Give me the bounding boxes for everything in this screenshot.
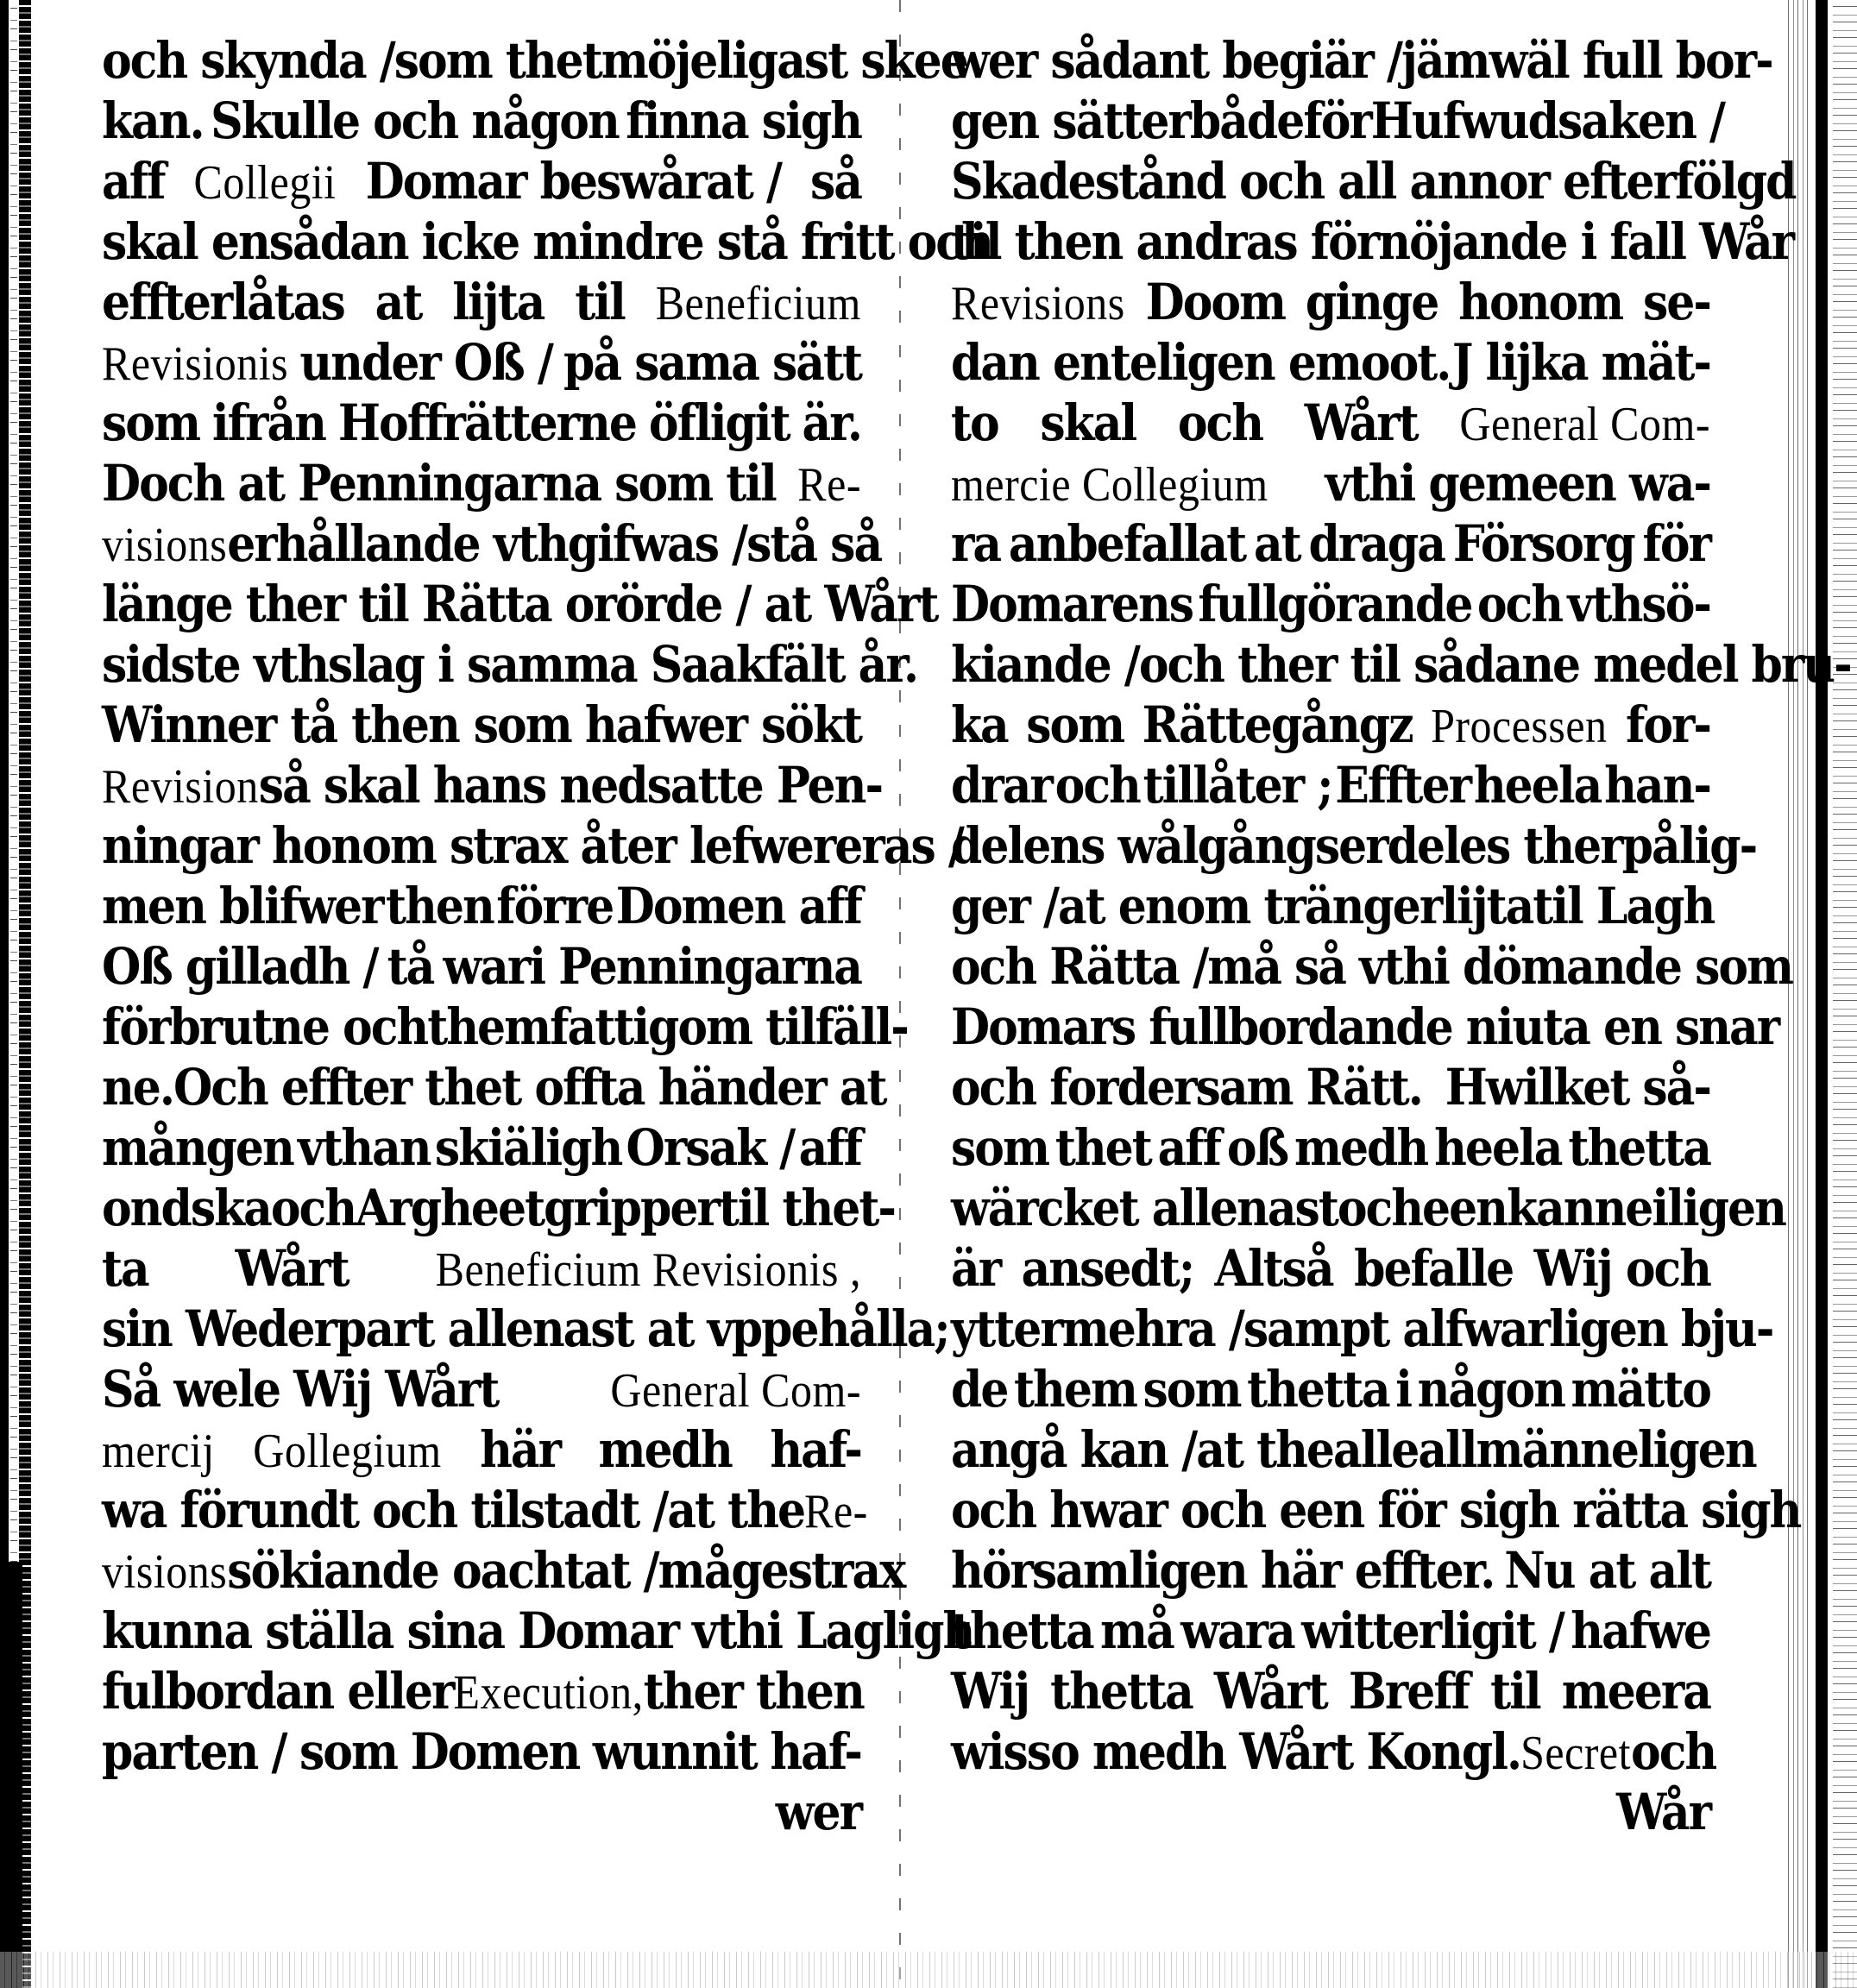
blackletter-text-segment: och [1476,575,1563,634]
blackletter-text-segment: them [1014,1360,1136,1419]
text-line [951,1541,1710,1601]
blackletter-text-segment: som [951,1118,1048,1178]
blackletter-text-segment: ka [951,695,1008,755]
blackletter-text-segment: aff [102,152,165,211]
blackletter-text-segment: witterligit / [1301,1601,1564,1661]
blackletter-text-segment: Domen [410,1722,580,1782]
catchword-text: Wår [1616,1783,1710,1842]
blackletter-text-segment: at [1253,514,1300,574]
text-line [102,333,861,393]
blackletter-text-segment: parten / [102,1722,286,1782]
text-line [951,1299,1773,1360]
blackletter-text-segment: aff [798,1118,861,1178]
blackletter-text-segment: fullgörande [1198,575,1472,634]
blackletter-text-segment: at the [1196,1420,1334,1480]
blackletter-text-segment: yttermehra / [951,1299,1243,1359]
blackletter-text-segment: serdeles ther [1314,816,1622,876]
blackletter-text-segment: fält år. [765,635,918,695]
text-line [951,756,1710,816]
blackletter-text-segment: sin Wederpart allenast at vppehålla; [102,1299,949,1359]
blackletter-text-segment: som [1026,695,1124,755]
blackletter-text-segment: så [810,152,861,211]
latin-text-segment: General Com- [610,1362,861,1418]
latin-text-segment: Execution, [453,1664,644,1720]
blackletter-text-segment: på sama sätt [563,333,861,393]
blackletter-text-segment: Hwilket så- [1445,1058,1710,1117]
text-line [102,1481,868,1541]
blackletter-text-segment: Argheet [356,1179,545,1238]
left-cover-shadow [0,1562,22,1988]
blackletter-text-segment: men blifwer [102,877,383,936]
blackletter-text-segment: skal [1040,393,1136,453]
blackletter-text-segment: at the [667,1481,805,1540]
blackletter-text-segment: vthi gemeen wa- [1325,454,1710,513]
text-line [102,1179,895,1239]
blackletter-text-segment: wisso medh Wårt Kongl. [951,1722,1521,1782]
text-line [102,1299,949,1360]
blackletter-text-segment: och fordersam Rätt. [951,1058,1422,1117]
text-line [951,695,1710,756]
blackletter-text-segment: ginge [1305,273,1438,332]
blackletter-text-segment: aff [1157,1118,1221,1178]
blackletter-text-segment: kan. [102,91,204,151]
text-line [102,91,861,152]
blackletter-text-segment: för [1303,91,1371,151]
blackletter-text-segment: i [1395,1360,1412,1419]
blackletter-text-segment: är [951,1239,1001,1299]
blackletter-text-segment: eenkanneiligen [1422,1179,1785,1238]
blackletter-text-segment: vthan [298,1118,431,1178]
latin-text-segment: Beneficium [655,275,861,330]
text-line [102,454,861,514]
blackletter-text-segment: J lijka mät- [1451,333,1710,393]
blackletter-text-segment: anbefallat [1008,514,1246,574]
text-line [951,454,1710,514]
blackletter-text-segment: wärcket allenast [951,1179,1338,1238]
bottom-scan-noise [0,1952,1857,1988]
blackletter-text-segment: hörsamligen här effter. [951,1541,1495,1601]
catchword [951,1783,1710,1843]
text-line [951,1239,1710,1299]
blackletter-text-segment: ifrån [211,393,325,453]
blackletter-text-segment: Så wele Wij Wårt [102,1360,499,1419]
blackletter-text-segment: sökiande oachtat / [227,1541,658,1601]
text-line [102,514,882,575]
text-line [102,1722,861,1783]
blackletter-text-segment: under Oß / [299,333,552,393]
text-line [951,1662,1710,1722]
blackletter-text-segment: lig- [1678,816,1757,876]
blackletter-text-segment: then [386,877,494,936]
blackletter-text-segment: for- [1625,695,1710,755]
latin-text-segment: Secret [1520,1725,1632,1780]
right-page-text [951,31,1851,1843]
blackletter-text-segment: befalle [1354,1239,1514,1299]
blackletter-text-segment: ger / [951,877,1058,936]
text-line [951,1118,1710,1179]
blackletter-text-segment: både [1189,91,1304,151]
blackletter-text-segment: effterlåtas [102,273,344,332]
latin-text-segment: visions [102,1544,228,1599]
catchword [102,1783,861,1843]
blackletter-text-segment: Wij och [1533,1239,1710,1299]
blackletter-text-segment: at [375,273,422,332]
blackletter-text-segment: them [427,997,551,1057]
latin-text-segment: Processen [1431,698,1608,753]
text-line [951,937,1793,997]
text-line [951,1360,1710,1420]
text-line [951,91,1725,152]
blackletter-text-segment: haf- [770,1722,861,1782]
blackletter-text-segment: wara [1180,1601,1294,1661]
blackletter-text-segment: lijta [1441,877,1533,936]
text-line [102,273,861,333]
blackletter-text-segment: öfligit [648,393,790,453]
blackletter-text-segment: någon [1417,1360,1564,1419]
latin-text-segment: Revisions [951,275,1125,330]
blackletter-text-segment: wa förundt och tilstadt / [102,1481,668,1540]
blackletter-text-segment: ningar honom strax åter lefwereras / [102,816,963,876]
blackletter-text-segment: til [575,273,625,332]
blackletter-text-segment: och hwar och een för sigh rätta sigh [951,1481,1801,1540]
text-line [951,997,1779,1058]
latin-text-segment: Revision [102,758,259,814]
blackletter-text-segment: tillåter ; [1143,756,1332,815]
text-line [102,695,861,756]
text-line [102,756,883,816]
text-line [102,1239,861,1299]
blackletter-text-segment: som hafwer [473,695,746,755]
blackletter-text-segment: Domar beswårat / [365,152,781,211]
blackletter-text-segment: lijta [452,273,545,332]
right-binding-edge [1816,0,1828,1988]
blackletter-text-segment: thetta [951,1601,1093,1661]
text-line [951,1058,1710,1118]
blackletter-text-segment: som [299,1722,398,1782]
blackletter-text-segment: förre [496,877,614,936]
blackletter-text-segment: heela [1473,756,1602,815]
latin-text-segment: Beneficium Revisionis , [435,1242,861,1297]
text-line [102,1662,864,1722]
blackletter-text-segment: Hufwudsaken / [1370,91,1725,151]
blackletter-text-segment: alle [1333,1420,1419,1480]
blackletter-text-segment: skal en [102,212,269,272]
blackletter-text-segment: och [1631,1722,1716,1782]
blackletter-text-segment: och [270,1179,356,1238]
blackletter-text-segment: måge [658,1541,788,1601]
blackletter-text-segment: på [1621,816,1679,876]
text-line [951,1601,1710,1662]
text-line [102,1360,861,1420]
left-page-text [102,31,992,1843]
blackletter-text-segment: draga [1308,514,1445,574]
blackletter-text-segment: Doom [1145,273,1286,332]
blackletter-text-segment: drar [951,756,1052,815]
blackletter-text-segment: sökt [760,695,861,755]
blackletter-text-segment: möjeligast skee [601,31,967,91]
blackletter-text-segment: til Lagh [1533,877,1715,936]
blackletter-text-segment: then [351,695,459,755]
blackletter-text-segment: wer sådant begiär / [951,31,1402,91]
blackletter-text-segment: ta [102,1239,148,1299]
text-line [102,1118,861,1179]
blackletter-text-segment: är. [802,393,861,453]
blackletter-text-segment: kunna ställa sina Domar vthi Lagligh [102,1601,974,1661]
blackletter-text-segment: och skynda / [102,31,394,91]
blackletter-text-segment: wari Penningarna [443,937,861,997]
blackletter-text-segment: Nu at alt [1504,1541,1710,1601]
blackletter-text-segment: tå [387,937,434,997]
blackletter-text-segment: Wårt [235,1239,349,1299]
blackletter-text-segment: Winner [102,695,276,755]
blackletter-text-segment: Domarens [951,575,1193,634]
blackletter-text-segment: Effter [1335,756,1471,815]
latin-text-segment: Collegii [193,154,337,210]
blackletter-text-segment: vthsö- [1567,575,1710,634]
text-line [951,1481,1801,1541]
blackletter-text-segment: sådan icke mindre stå fritt och [268,212,992,272]
right-edge-texture [1833,0,1857,1988]
blackletter-text-segment: han- [1604,756,1710,815]
blackletter-text-segment: angå kan / [951,1420,1197,1480]
blackletter-text-segment: för [1642,514,1710,574]
blackletter-text-segment: gen sätter [951,91,1190,151]
blackletter-text-segment: skiäligh [434,1118,622,1178]
blackletter-text-segment: Oß gilladh / [102,937,378,997]
text-line [951,816,1757,877]
latin-text-segment: Gollegium [253,1423,442,1478]
text-line [951,877,1715,937]
blackletter-text-segment: til thet- [718,1179,895,1238]
blackletter-text-segment: thetta [1568,1118,1710,1178]
text-line [102,937,861,997]
blackletter-text-segment: medh [598,1420,732,1480]
text-line [951,393,1710,454]
blackletter-text-segment: haf- [770,1420,861,1480]
text-line [951,635,1851,695]
text-line [102,1541,905,1601]
blackletter-text-segment: medh [1294,1118,1428,1178]
blackletter-text-segment: Domars fullbordande niuta en snar [951,997,1779,1057]
text-line [951,514,1710,575]
text-line [951,273,1710,333]
blackletter-text-segment: och [1177,393,1262,453]
text-line [951,1420,1756,1481]
blackletter-text-segment: ansedt; [1021,1239,1194,1299]
blackletter-text-segment: Orsak / [626,1118,795,1178]
blackletter-text-segment: må [1100,1601,1174,1661]
blackletter-text-segment: finna sigh [626,91,861,151]
blackletter-text-segment: länge ther til Rätta orörde / at Wårt [102,575,938,634]
blackletter-text-segment: sampt alfwarligen bju- [1243,1299,1773,1359]
latin-text-segment: Re- [804,1483,868,1538]
blackletter-text-segment: heela [1434,1118,1562,1178]
text-line [102,575,938,635]
blackletter-text-segment: fattigom tilfäll- [550,997,908,1057]
blackletter-text-segment: ther then [643,1662,864,1721]
text-line [951,31,1772,91]
blackletter-text-segment: hafwe [1571,1601,1710,1661]
blackletter-text-segment: jämwäl full bor- [1401,31,1772,91]
blackletter-text-segment: dan enteligen emoot. [951,333,1451,393]
blackletter-text-segment: wunnit [592,1722,757,1782]
blackletter-text-segment: så skal hans nedsatte Pen- [258,756,883,815]
text-line [951,333,1710,393]
blackletter-text-segment: oß [1226,1118,1288,1178]
blackletter-text-segment: mången [102,1118,293,1178]
blackletter-text-segment: som [1143,1360,1241,1419]
blackletter-text-segment: Rättegångz [1142,695,1413,755]
text-line [102,1420,861,1481]
blackletter-text-segment: thet [1054,1118,1151,1178]
blackletter-text-segment: som thet [393,31,601,91]
blackletter-text-segment: ra [951,514,1001,574]
text-line [102,635,918,695]
text-line [951,152,1796,212]
blackletter-text-segment: stå så [746,514,882,574]
blackletter-text-segment: to [951,393,998,453]
blackletter-text-segment: mätto [1571,1360,1710,1419]
blackletter-text-segment: de [951,1360,1008,1419]
text-line [102,816,963,877]
blackletter-text-segment: gripper [544,1179,719,1238]
blackletter-text-segment: Doch at Penningarna som til [102,454,776,513]
blackletter-text-segment: delens wålgång [951,816,1315,876]
blackletter-text-segment: Wårt [1304,393,1418,453]
latin-text-segment: mercie Collegium [951,456,1268,512]
blackletter-text-segment: thetta [1247,1360,1389,1419]
blackletter-text-segment: erhållande vthgifwas / [227,514,747,574]
text-line [102,1058,886,1118]
blackletter-text-segment: fulbordan eller [102,1662,454,1721]
latin-text-segment: mercij [102,1423,215,1478]
text-line [102,877,861,937]
text-line [102,152,861,212]
latin-text-segment: Re- [797,456,861,512]
blackletter-text-segment: här [480,1420,561,1480]
blackletter-text-segment: Altså [1214,1239,1333,1299]
text-line [102,212,992,273]
latin-text-segment: visions [102,517,228,572]
latin-text-segment: General Com- [1459,396,1710,451]
blackletter-text-segment: ondska [102,1179,271,1238]
blackletter-text-segment: Och effter thet offta händer at [173,1058,886,1117]
blackletter-text-segment: Försorg [1452,514,1634,574]
blackletter-text-segment: och [1054,756,1140,815]
blackletter-text-segment: ne. [102,1058,173,1117]
text-line [951,575,1710,635]
blackletter-text-segment: om tränger [1175,877,1442,936]
blackletter-text-segment: til then andras förnöjande i fall Wår [951,212,1794,272]
blackletter-text-segment: tå [290,695,337,755]
blackletter-text-segment: må så vthi dömande som [1207,937,1793,997]
text-line [102,393,861,454]
text-line [102,1601,974,1662]
blackletter-text-segment: Skulle och någon [211,91,619,151]
catchword-text: wer [775,1783,861,1842]
blackletter-text-segment: Hoffrätterne [337,393,636,453]
blackletter-text-segment: som [102,393,199,453]
blackletter-text-segment: och ther til sådane medel bru- [1138,635,1851,695]
latin-text-segment: Revisionis [102,336,289,391]
blackletter-text-segment: Domen aff [615,877,861,936]
blackletter-text-segment: Skadestånd och all annor efterfölgd [951,152,1796,211]
blackletter-text-segment: och Rätta / [951,937,1208,997]
text-line [102,31,967,91]
blackletter-text-segment: förbrutne och [102,997,428,1057]
blackletter-text-segment: allmänneligen [1418,1420,1756,1480]
text-line [951,212,1794,273]
blackletter-text-segment: sidste vthslag i samma Saak [102,635,765,695]
blackletter-text-segment: strax [787,1541,905,1601]
text-line [951,1722,1716,1783]
text-line [102,997,908,1058]
blackletter-text-segment: kiande / [951,635,1139,695]
blackletter-text-segment: at en [1057,877,1176,936]
blackletter-text-segment: och [1337,1179,1422,1238]
text-line [951,1179,1785,1239]
blackletter-text-segment: se- [1643,273,1710,332]
blackletter-text-segment: Wij thetta Wårt Breff til meera [951,1662,1710,1721]
blackletter-text-segment: honom [1458,273,1623,332]
